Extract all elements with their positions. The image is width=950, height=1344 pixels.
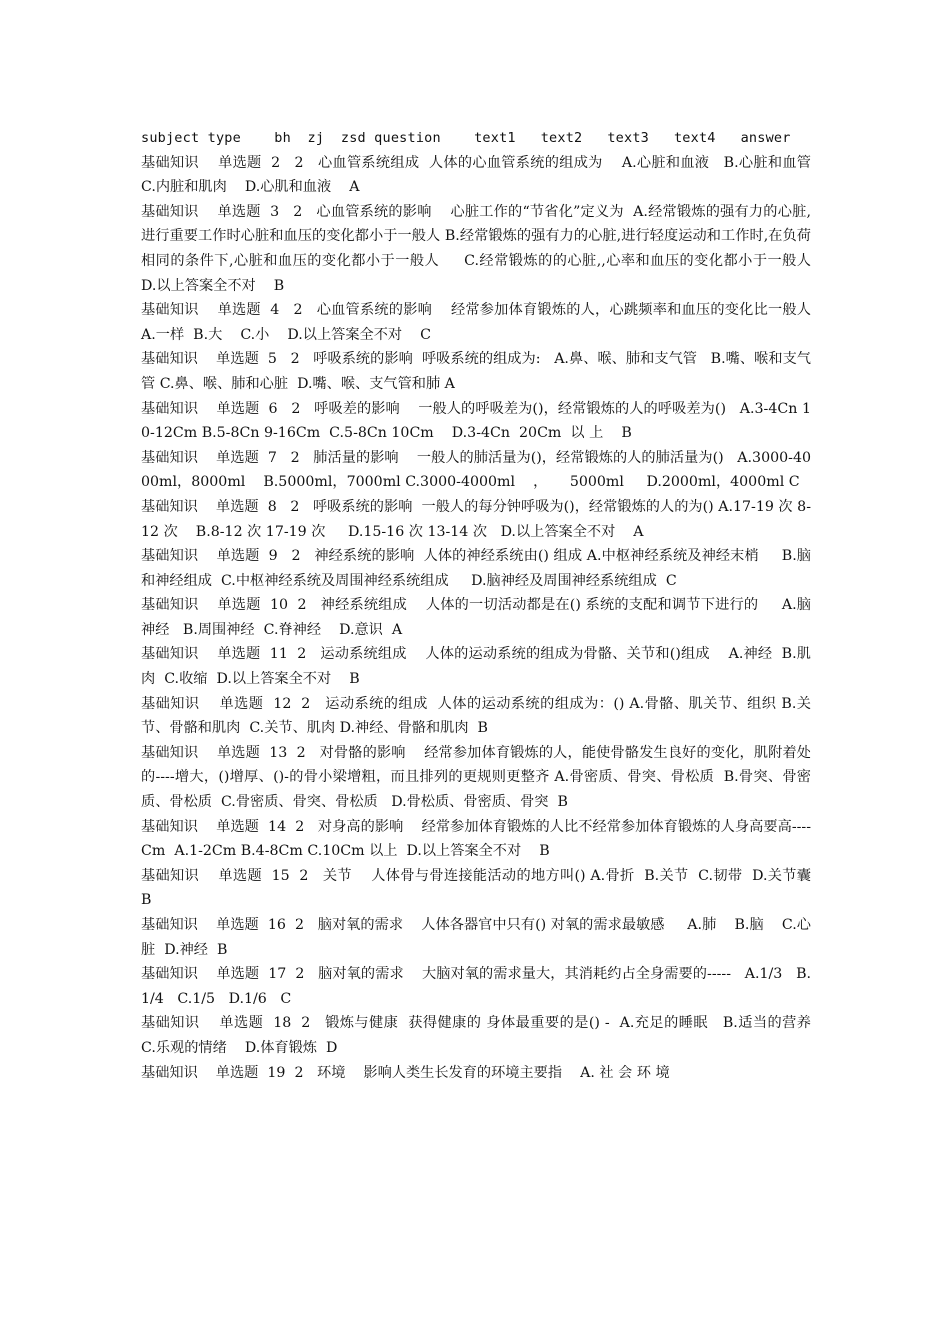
question-record: 基础知识 单选题 5 2 呼吸系统的影响 呼吸系统的组成为: A.鼻、喉、肺和支气管 B.嘴、喉和支气管 C.鼻、喉、肺和心脏 D.嘴、喉、支气管和肺 A — [141, 351, 811, 392]
document-page — [141, 126, 834, 1085]
question-record: 基础知识 单选题 6 2 呼吸差的影响 一般人的呼吸差为()，经常锻炼的人的呼吸差为() A.3-4Cn 10-12Cm B.5-8Cn 9-16Cm C.5-8Cn 10Cm D.3-4Cn 20Cm 以 上 B — [141, 400, 811, 442]
question-record: 基础知识 单选题 12 2 运动系统的组成 人体的运动系统的组成为：() A.骨骼、肌关节、组织 B.关节、骨骼和肌肉 C.关节、肌肉 D.神经、骨骼和肌肉 B — [141, 695, 811, 737]
question-record: 基础知识 单选题 9 2 神经系统的影响 人体的神经系统由() 组成 A.中枢神经系统及神经末梢 B.脑和神经组成 C.中枢神经系统及周围神经系统组成 D.脑神经及周围神经系统组成 C — [141, 548, 811, 589]
question-record: 基础知识 单选题 11 2 运动系统组成 人体的运动系统的组成为骨骼、关节和()组成 A.神经 B.肌肉 C.收缩 D.以上答案全不对 B — [141, 646, 811, 688]
question-record: 基础知识 单选题 16 2 脑对氧的需求 人体各器官中只有() 对氧的需求最敏感 A.肺 B.脑 C.心脏 D.神经 B — [141, 917, 811, 958]
question-record: 基础知识 单选题 4 2 心血管系统的影响 经常参加体育锻炼的人，心跳频率和血压的变化比一般人 A.一样 B.大 C.小 D.以上答案全不对 C — [141, 302, 821, 343]
column-header-line: subject type bh zj zsd question text1 text2 text3 text4 answer — [141, 130, 791, 146]
question-record: 基础知识 单选题 2 2 心血管系统组成 人体的心血管系统的组成为 A.心脏和血液 B.心脏和血管 C.内脏和肌肉 D.心肌和血液 A — [141, 154, 830, 196]
question-record: 基础知识 单选题 19 2 环境 影响人类生长发育的环境主要指 A. 社 会 环 境 — [141, 1064, 670, 1081]
question-record: 基础知识 单选题 13 2 对骨骼的影响 经常参加体育锻炼的人，能使骨骼发生良好的变化，肌附着处的----增大，()增厚、()-的骨小梁增粗，而且排列的更规则更整齐 A.骨密质、骨突、骨松质 B.骨突、骨密质、骨松质 C.骨密质、骨突、骨松质 D.骨松质、骨密质、骨突 B — [141, 744, 811, 811]
question-record: 基础知识 单选题 7 2 肺活量的影响 一般人的肺活量为()，经常锻炼的人的肺活量为() A.3000-4000ml，8000ml B.5000ml，7000ml C.3000-4000ml ， 5000ml D.2000ml，4000ml C — [141, 449, 811, 491]
question-record: 基础知识 单选题 3 2 心血管系统的影响 心脏工作的“节省化”定义为 A.经常锻炼的强有力的心脏,进行重要工作时心脏和血压的变化都小于一般人 B.经常锻炼的强有力的心脏,进行轻度运动和工作时,在负荷相同的条件下,心脏和血压的变化都小于一般人 C.经常锻炼的的心脏,,心率和血压的变化都小于一般人 D.以上答案全不对 B — [141, 203, 834, 294]
question-record: 基础知识 单选题 15 2 关节 人体骨与骨连接能活动的地方叫() A.骨折 B.关节 C.韧带 D.关节囊 B — [141, 867, 830, 909]
question-record: 基础知识 单选题 14 2 对身高的影响 经常参加体育锻炼的人比不经常参加体育锻炼的人身高要高----Cm A.1-2Cm B.4-8Cm C.10Cm 以上 D.以上答案全不对 B — [141, 818, 811, 860]
question-record: 基础知识 单选题 18 2 锻炼与健康 获得健康的 身体最重要的是() - A.充足的睡眠 B.适当的营养 C.乐观的情绪 D.体育锻炼 D — [141, 1015, 830, 1056]
question-record: 基础知识 单选题 17 2 脑对氧的需求 大脑对氧的需求量大，其消耗约占全身需要的----- A.1/3 B.1/4 C.1/5 D.1/6 C — [141, 966, 811, 1007]
question-record: 基础知识 单选题 8 2 呼吸系统的影响 一般人的每分钟呼吸为()，经常锻炼的人的为() A.17-19 次 8-12 次 B.8-12 次 17-19 次 D.15-16 次 13-14 次 D.以上答案全不对 A — [141, 498, 811, 540]
question-record: 基础知识 单选题 10 2 神经系统组成 人体的一切活动都是在() 系统的支配和调节下进行的 A.脑神经 B.周围神经 C.脊神经 D.意识 A — [141, 597, 811, 638]
